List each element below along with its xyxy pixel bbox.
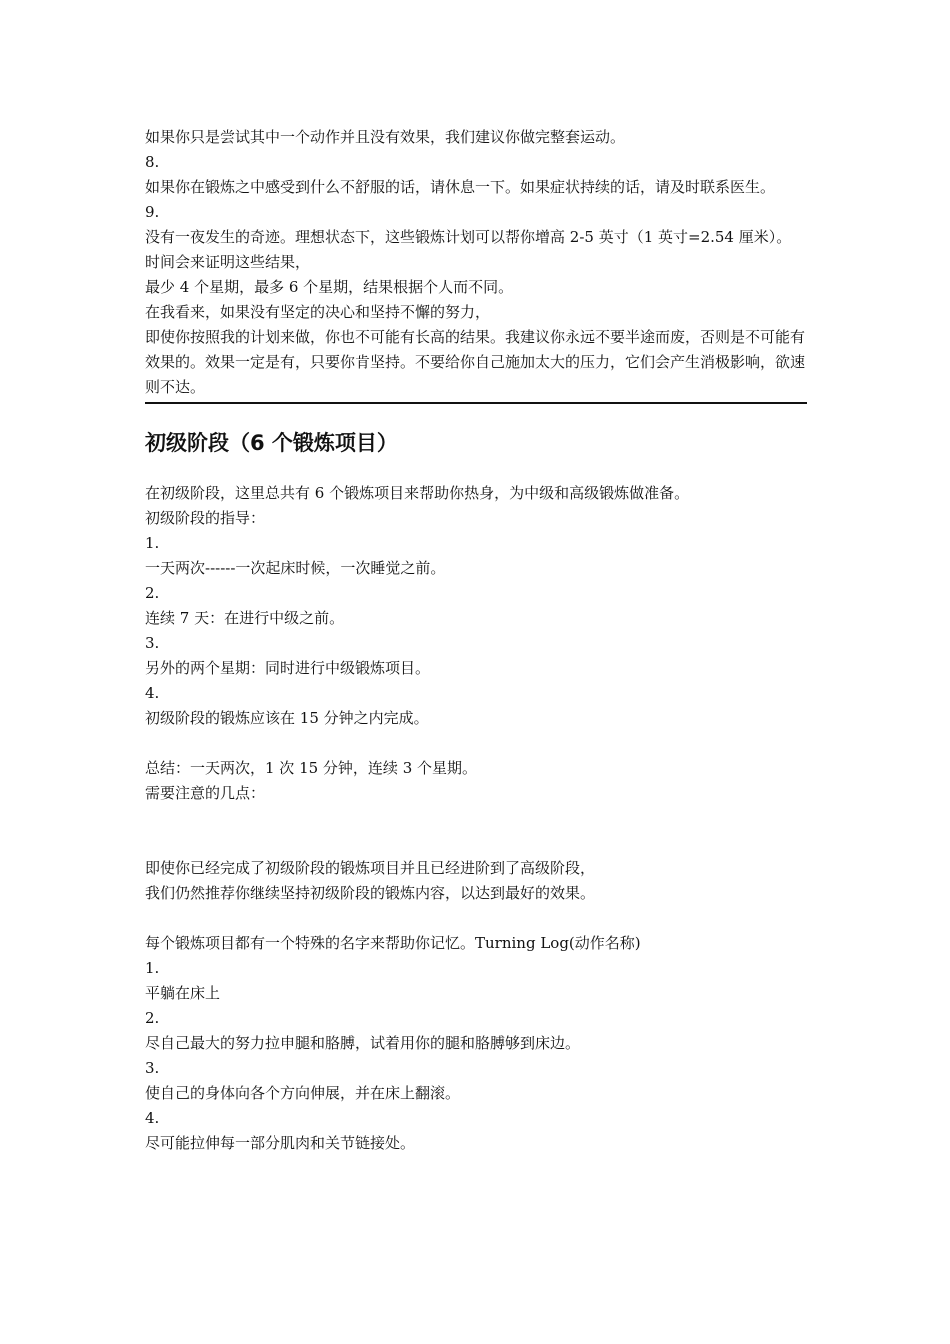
list-number: 2. <box>145 1009 160 1027</box>
paragraph: 在我看来，如果没有坚定的决心和坚持不懈的努力， <box>145 303 491 321</box>
summary-paragraph: 总结：一天两次，1 次 15 分钟，连续 3 个星期。 <box>145 759 478 777</box>
list-item: 尽自己最大的努力拉申腿和胳膊，试着用你的腿和胳膊够到床边。 <box>145 1034 581 1052</box>
advice-paragraph: 我们仍然推荐你继续坚持初级阶段的锻炼内容，以达到最好的效果。 <box>145 884 596 902</box>
advice-paragraph: 即使你已经完成了初级阶段的锻炼项目并且已经进阶到了高级阶段， <box>145 859 596 877</box>
blank-line <box>145 731 807 756</box>
section-beginner <box>145 481 807 1156</box>
list-item: 尽可能拉伸每一部分肌肉和关节链接处。 <box>145 1134 416 1152</box>
guide-list <box>145 531 807 731</box>
guide-label: 初级阶段的指导： <box>145 509 266 527</box>
list-number: 9. <box>145 203 160 221</box>
section-notes <box>145 125 807 400</box>
exercise-steps <box>145 956 807 1156</box>
notes-label: 需要注意的几点： <box>145 784 266 802</box>
paragraph: 如果你在锻炼之中感受到什么不舒服的话，请休息一下。如果症状持续的话，请及时联系医生。 <box>145 178 776 196</box>
list-item: 初级阶段的锻炼应该在 15 分钟之内完成。 <box>145 709 429 727</box>
list-number: 1. <box>145 959 160 977</box>
list-item: 一天两次------一次起床时候，一次睡觉之前。 <box>145 559 446 577</box>
paragraph: 最少 4 个星期，最多 6 个星期，结果根据个人而不同。 <box>145 278 514 296</box>
list-item: 连续 7 天：在进行中级之前。 <box>145 609 345 627</box>
list-number: 4. <box>145 684 160 702</box>
horizontal-divider <box>145 402 807 404</box>
list-number: 8. <box>145 153 160 171</box>
paragraph: 时间会来证明这些结果， <box>145 253 311 271</box>
section-heading: 初级阶段（6 个锻炼项目） <box>145 431 398 455</box>
paragraph: 没有一夜发生的奇迹。理想状态下，这些锻炼计划可以帮你增高 2-5 英寸（1 英寸=2.54 厘米）。 <box>145 228 792 246</box>
blank-line <box>145 806 807 831</box>
blank-line <box>145 906 807 931</box>
exercise-intro: 每个锻炼项目都有一个特殊的名字来帮助你记忆。Turning Log(动作名称) <box>145 934 641 952</box>
list-number: 3. <box>145 1059 160 1077</box>
paragraph: 即使你按照我的计划来做，你也不可能有长高的结果。我建议你永远不要半途而废，否则是不可能有效果的。效果一定是有，只要你肯坚持。不要给你自己施加太大的压力，它们会产生消极影响，欲速则不达。 <box>145 328 806 396</box>
intro-paragraph: 在初级阶段，这里总共有 6 个锻炼项目来帮助你热身，为中级和高级锻炼做准备。 <box>145 484 690 502</box>
list-number: 1. <box>145 534 160 552</box>
list-item: 另外的两个星期：同时进行中级锻炼项目。 <box>145 659 431 677</box>
list-number: 2. <box>145 584 160 602</box>
list-number: 4. <box>145 1109 160 1127</box>
blank-line <box>145 831 807 856</box>
list-item: 平躺在床上 <box>145 984 221 1002</box>
list-item: 使自己的身体向各个方向伸展，并在床上翻滚。 <box>145 1084 461 1102</box>
document-page <box>145 125 807 1156</box>
list-number: 3. <box>145 634 160 652</box>
paragraph: 如果你只是尝试其中一个动作并且没有效果，我们建议你做完整套运动。 <box>145 128 626 146</box>
